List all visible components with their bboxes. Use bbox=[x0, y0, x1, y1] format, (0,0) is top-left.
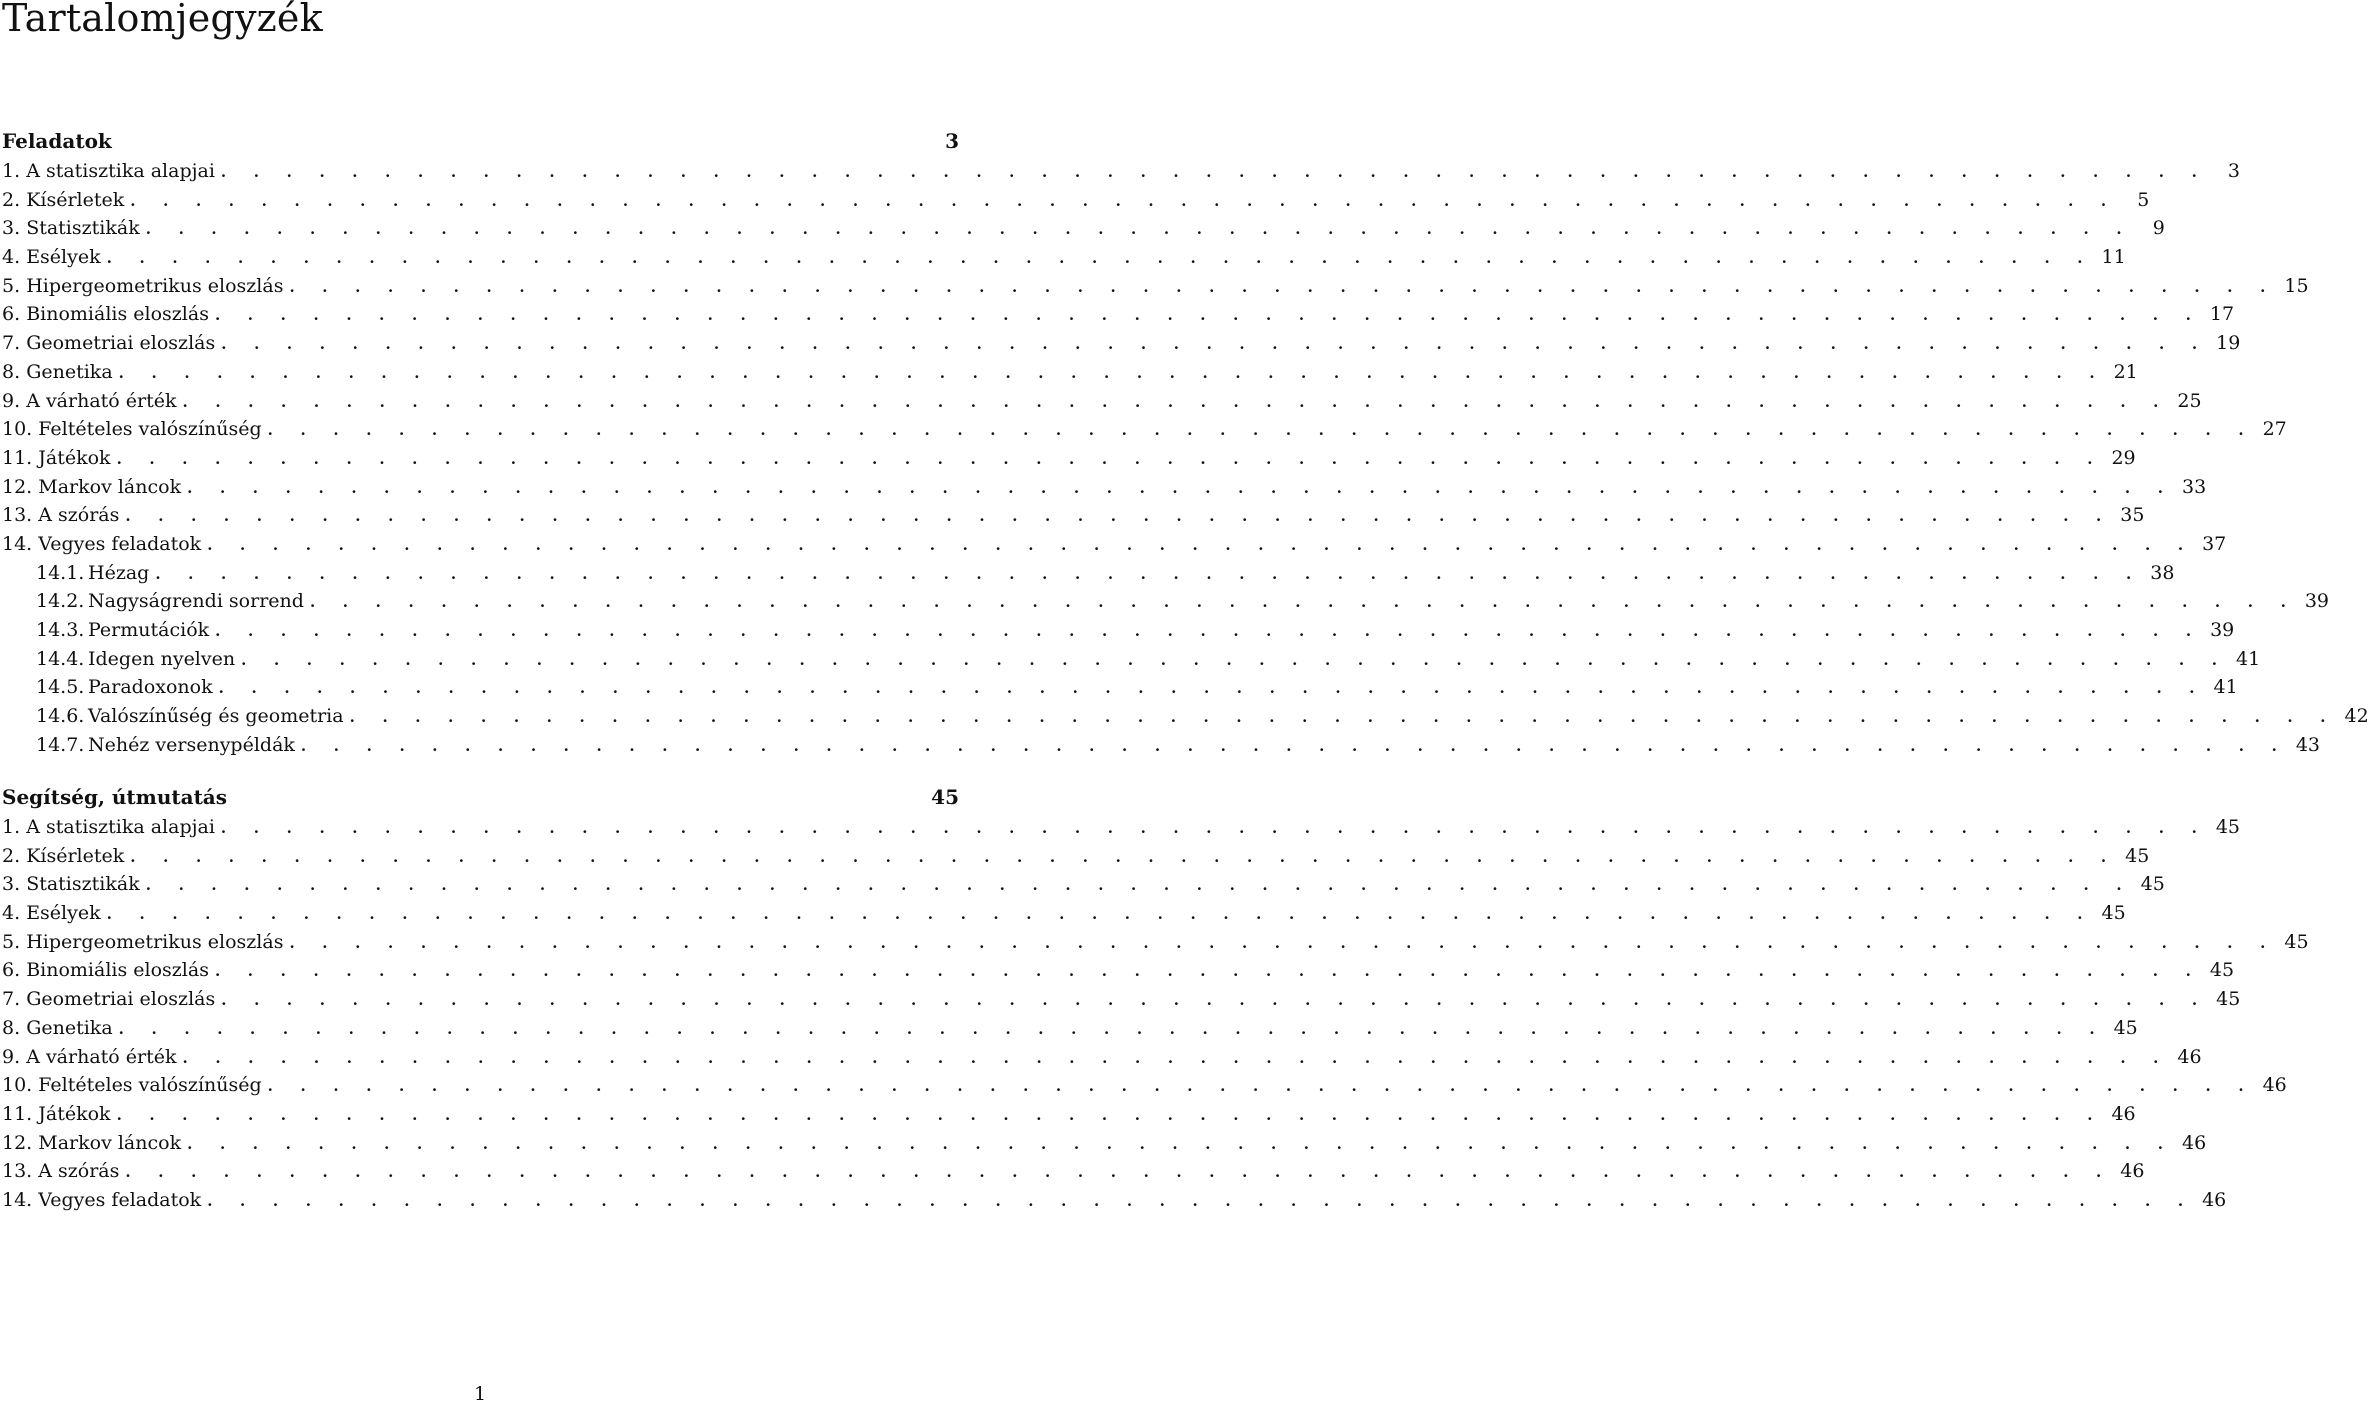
dot-leader: . . . . . . . . . . . . . . . . . . . . . . . . . . . . . . . . . . . . . . . . . . . . . . . . . . . . . . . . . . . . . bbox=[220, 163, 2209, 181]
dot-leader: . . . . . . . . . . . . . . . . . . . . . . . . . . . . . . . . . . . . . . . . . . . . . . . . . . . . . . . . . . . . . bbox=[218, 679, 2206, 698]
dot-leader: . . . . . . . . . . . . . . . . . . . . . . . . . . . . . . . . . . . . . . . . . . . . . . . . . . . . . . . . . . . . . bbox=[130, 191, 2118, 210]
toc-entry[interactable] bbox=[2, 1100, 2136, 1129]
toc-entry[interactable] bbox=[2, 214, 2165, 243]
entry-title: Geometriai eloszlás bbox=[26, 332, 216, 355]
entry-label-group bbox=[2, 870, 146, 899]
dot-leader: . . . . . . . . . . . . . . . . . . . . . . . . . . . . . . . . . . . . . . . . . . . . . . . . . . . . . . . . . . . . . bbox=[267, 421, 2255, 440]
entry-title: A statisztika alapjai bbox=[26, 816, 215, 838]
toc-entry[interactable] bbox=[2, 842, 2150, 871]
entry-page: 21 bbox=[2113, 360, 2138, 383]
dot-leader: . . . . . . . . . . . . . . . . . . . . . . . . . . . . . . . . . . . . . . . . . . . . . . . . . . . . . . . . . . . . . bbox=[207, 1191, 2195, 1210]
entry-number: 5. bbox=[2, 930, 21, 953]
entry-page: 29 bbox=[2111, 446, 2136, 469]
entry-title: Játékok bbox=[38, 446, 111, 469]
entry-page: 45 bbox=[2209, 959, 2235, 982]
entry-label-group bbox=[36, 731, 301, 760]
page-title: Tartalomjegyzék bbox=[2, 0, 323, 40]
entry-title: Markov láncok bbox=[38, 475, 182, 498]
entry-number: 14. bbox=[2, 532, 33, 555]
dot-leader: . . . . . . . . . . . . . . . . . . . . . . . . . . . . . . . . . . . . . . . . . . . . . . . . . . . . . . . . . . . . . bbox=[130, 847, 2118, 866]
entry-page: 9 bbox=[2152, 217, 2165, 240]
entry-number: 10. bbox=[2, 1074, 33, 1097]
entry-label-group bbox=[2, 813, 221, 842]
entry-label-group bbox=[2, 501, 125, 530]
entry-number: 11. bbox=[2, 1102, 33, 1125]
dot-leader: . . . . . . . . . . . . . . . . . . . . . . . . . . . . . . . . . . . . . . . . . . . . . . . . . . . . . . . . . . . . . bbox=[214, 962, 2203, 981]
dot-leader: . . . . . . . . . . . . . . . . . . . . . . . . . . . . . . . . . . . . . . . . . . . . . . . . . . . . . . . . . . . . . bbox=[106, 905, 2094, 924]
dot-leader: . . . . . . . . . . . . . . . . . . . . . . . . . . . . . . . . . . . . . . . . . . . . . . . . . . . . . . . . . . . . . bbox=[145, 220, 2133, 239]
entry-page: 46 bbox=[2182, 1131, 2207, 1154]
entry-page: 46 bbox=[2111, 1102, 2136, 1125]
toc-entry[interactable] bbox=[2, 1157, 2145, 1186]
dot-leader: . . . . . . . . . . . . . . . . . . . . . . . . . . . . . . . . . . . . . . . . . . . . . . . . . . . . . . . . . . . . . bbox=[118, 1019, 2106, 1038]
toc-entry[interactable] bbox=[2, 1043, 2202, 1072]
entry-title: Hipergeometrikus eloszlás bbox=[26, 930, 284, 953]
toc-subentry[interactable] bbox=[2, 559, 2175, 588]
entry-title: Vegyes feladatok bbox=[38, 532, 202, 555]
page-number: 1 bbox=[473, 1383, 487, 1405]
entry-title: A várható érték bbox=[26, 389, 177, 412]
toc-entry[interactable] bbox=[2, 870, 2165, 899]
entry-number: 13. bbox=[2, 1160, 33, 1183]
entry-title: Nagyságrendi sorrend bbox=[88, 590, 304, 613]
toc-section-heading[interactable] bbox=[2, 126, 962, 157]
entry-number: 13. bbox=[2, 504, 33, 527]
toc-entry[interactable] bbox=[2, 985, 2241, 1014]
entry-label-group bbox=[2, 1014, 119, 1043]
entry-title: Statisztikák bbox=[26, 873, 140, 896]
toc-entry[interactable] bbox=[2, 956, 2235, 985]
entry-number: 10. bbox=[2, 418, 33, 441]
entry-label-group bbox=[36, 673, 219, 702]
entry-title: Kísérletek bbox=[26, 188, 125, 211]
entry-label-group bbox=[2, 928, 289, 957]
entry-page: 46 bbox=[2262, 1074, 2287, 1097]
entry-page: 46 bbox=[2120, 1160, 2145, 1183]
entry-number: 14.6. bbox=[36, 705, 85, 728]
entry-label-group bbox=[2, 186, 130, 215]
dot-leader: . . . . . . . . . . . . . . . . . . . . . . . . . . . . . . . . . . . . . . . . . . . . . . . . . . . . . . . . . . . . . bbox=[118, 363, 2106, 382]
dot-leader: . . . . . . . . . . . . . . . . . . . . . . . . . . . . . . . . . . . . . . . . . . . . . . . . . . . . . . . . . . . . . bbox=[106, 249, 2094, 268]
entry-label-group bbox=[2, 899, 107, 928]
entry-page: 46 bbox=[2177, 1045, 2202, 1068]
entry-number: 2. bbox=[2, 188, 21, 211]
entry-page: 37 bbox=[2202, 532, 2227, 555]
entry-page: 45 bbox=[2101, 902, 2126, 925]
entry-number: 5. bbox=[2, 274, 21, 297]
entry-page: 27 bbox=[2262, 418, 2287, 441]
entry-page: 45 bbox=[2113, 1016, 2138, 1039]
entry-number: 2. bbox=[2, 844, 21, 867]
entry-title: Feltételes valószínűség bbox=[38, 418, 262, 441]
section-page: 3 bbox=[945, 129, 959, 153]
entry-number: 4. bbox=[2, 246, 21, 269]
entry-page: 33 bbox=[2182, 475, 2207, 498]
entry-label-group bbox=[2, 387, 183, 416]
dot-leader: . . . . . . . . . . . . . . . . . . . . . . . . . . . . . . . . . . . . . . . . . . . . . . . . . . . . . . . . . . . . . bbox=[182, 392, 2170, 411]
entry-page: 45 bbox=[2125, 844, 2150, 867]
toc-entry[interactable] bbox=[2, 415, 2287, 444]
entry-title: Binomiális eloszlás bbox=[26, 959, 209, 982]
entry-label-group bbox=[36, 559, 155, 588]
dot-leader: . . . . . . . . . . . . . . . . . . . . . . . . . . . . . . . . . . . . . . . . . . . . . . . . . . . . . . . . . . . . . bbox=[300, 736, 2289, 755]
dot-leader: . . . . . . . . . . . . . . . . . . . . . . . . . . . . . . . . . . . . . . . . . . . . . . . . . . . . . . . . . . . . . bbox=[309, 593, 2298, 612]
entry-title: Esélyek bbox=[26, 902, 101, 925]
entry-title: Genetika bbox=[26, 1016, 113, 1039]
entry-number: 12. bbox=[2, 1131, 33, 1154]
entry-number: 3. bbox=[2, 873, 21, 896]
toc-entry-list bbox=[2, 157, 2369, 759]
entry-label-group bbox=[2, 358, 119, 387]
entry-number: 7. bbox=[2, 332, 21, 355]
dot-leader: . . . . . . . . . . . . . . . . . . . . . . . . . . . . . . . . . . . . . . . . . . . . . . . . . . . . . . . . . . . . . bbox=[116, 1105, 2104, 1124]
section-title: Segítség, útmutatás bbox=[2, 785, 228, 809]
toc-entry[interactable] bbox=[2, 1186, 2227, 1215]
toc-entry[interactable] bbox=[2, 444, 2136, 473]
entry-number: 8. bbox=[2, 360, 21, 383]
toc-section-feladatok bbox=[2, 126, 2369, 759]
toc-subentry[interactable] bbox=[2, 702, 2369, 731]
toc-entry-list bbox=[2, 813, 2309, 1215]
dot-leader: . . . . . . . . . . . . . . . . . . . . . . . . . . . . . . . . . . . . . . . . . . . . . . . . . . . . . . . . . . . . . bbox=[187, 478, 2175, 497]
toc-entry[interactable] bbox=[2, 501, 2145, 530]
dot-leader: . . . . . . . . . . . . . . . . . . . . . . . . . . . . . . . . . . . . . . . . . . . . . . . . . . . . . . . . . . . . . bbox=[207, 535, 2195, 554]
entry-page: 5 bbox=[2137, 188, 2150, 211]
toc-entry[interactable] bbox=[2, 1129, 2207, 1158]
dot-leader: . . . . . . . . . . . . . . . . . . . . . . . . . . . . . . . . . . . . . . . . . . . . . . . . . . . . . . . . . . . . . bbox=[116, 449, 2104, 468]
toc-subentry[interactable] bbox=[2, 616, 2235, 645]
entry-number: 7. bbox=[2, 988, 21, 1011]
entry-title: A szórás bbox=[38, 504, 120, 527]
entry-number: 14. bbox=[2, 1188, 33, 1211]
toc-subentry[interactable] bbox=[2, 731, 2321, 760]
toc-entry[interactable] bbox=[2, 243, 2126, 272]
toc-entry[interactable] bbox=[2, 1071, 2287, 1100]
entry-page: 43 bbox=[2295, 733, 2321, 756]
entry-title: Játékok bbox=[38, 1102, 111, 1125]
entry-label-group bbox=[2, 329, 221, 358]
toc-entry[interactable] bbox=[2, 928, 2309, 957]
entry-number: 3. bbox=[2, 217, 21, 240]
entry-title: Hipergeometrikus eloszlás bbox=[26, 274, 284, 297]
entry-title: Feltételes valószínűség bbox=[38, 1074, 262, 1097]
entry-label-group bbox=[2, 530, 207, 559]
entry-label-group bbox=[2, 842, 130, 871]
dot-leader: . . . . . . . . . . . . . . . . . . . . . . . . . . . . . . . . . . . . . . . . . . . . . . . . . . . . . . . . . . . . . bbox=[267, 1077, 2255, 1096]
entry-page: 45 bbox=[2284, 930, 2309, 953]
entry-page: 25 bbox=[2177, 389, 2202, 412]
entry-page: 15 bbox=[2284, 274, 2309, 297]
entry-label-group bbox=[36, 616, 215, 645]
entry-number: 12. bbox=[2, 475, 33, 498]
entry-number: 14.3. bbox=[36, 619, 85, 641]
toc-subentry[interactable] bbox=[2, 645, 2261, 674]
entry-title: Paradoxonok bbox=[88, 676, 213, 699]
entry-title: Valószínűség és geometria bbox=[88, 705, 344, 728]
entry-title: Idegen nyelven bbox=[88, 647, 236, 670]
entry-label-group bbox=[36, 645, 241, 674]
entry-number: 14.2. bbox=[36, 590, 85, 613]
entry-number: 8. bbox=[2, 1016, 21, 1039]
entry-title: Permutációk bbox=[88, 619, 210, 641]
dot-leader: . . . . . . . . . . . . . . . . . . . . . . . . . . . . . . . . . . . . . . . . . . . . . . . . . . . . . . . . . . . . . bbox=[241, 650, 2229, 669]
toc-entry[interactable] bbox=[2, 358, 2138, 387]
entry-label-group bbox=[2, 444, 117, 473]
entry-label-group bbox=[2, 415, 268, 444]
toc-subentry[interactable] bbox=[2, 673, 2238, 702]
dot-leader: . . . . . . . . . . . . . . . . . . . . . . . . . . . . . . . . . . . . . . . . . . . . . . . . . . . . . . . . . . . . . bbox=[125, 507, 2113, 526]
entry-label-group bbox=[2, 1043, 183, 1072]
toc-entry[interactable] bbox=[2, 813, 2241, 842]
toc-entry[interactable] bbox=[2, 1014, 2138, 1043]
entry-page: 42 bbox=[2344, 705, 2369, 728]
toc-entry[interactable] bbox=[2, 272, 2309, 301]
entry-page: 11 bbox=[2101, 246, 2126, 269]
dot-leader: . . . . . . . . . . . . . . . . . . . . . . . . . . . . . . . . . . . . . . . . . . . . . . . . . . . . . . . . . . . . . bbox=[221, 335, 2209, 354]
entry-label-group bbox=[2, 1129, 187, 1158]
dot-leader: . . . . . . . . . . . . . . . . . . . . . . . . . . . . . . . . . . . . . . . . . . . . . . . . . . . . . . . . . . . . . bbox=[221, 991, 2209, 1010]
entry-label-group bbox=[2, 272, 289, 301]
entry-number: 14.7. bbox=[36, 733, 85, 756]
toc-subentry[interactable] bbox=[2, 587, 2330, 616]
entry-label-group bbox=[2, 985, 221, 1014]
dot-leader: . . . . . . . . . . . . . . . . . . . . . . . . . . . . . . . . . . . . . . . . . . . . . . . . . . . . . . . . . . . . . bbox=[215, 622, 2203, 640]
entry-page: 3 bbox=[2227, 160, 2241, 182]
dot-leader: . . . . . . . . . . . . . . . . . . . . . . . . . . . . . . . . . . . . . . . . . . . . . . . . . . . . . . . . . . . . . bbox=[125, 1163, 2113, 1182]
entry-page: 19 bbox=[2216, 332, 2241, 355]
entry-number: 9. bbox=[2, 1045, 21, 1068]
entry-label-group bbox=[2, 1100, 117, 1129]
entry-title: A szórás bbox=[38, 1160, 120, 1183]
entry-page: 41 bbox=[2213, 676, 2238, 699]
entry-label-group bbox=[2, 214, 146, 243]
entry-number: 1. bbox=[2, 816, 21, 838]
toc-entry[interactable] bbox=[2, 329, 2241, 358]
entry-label-group bbox=[2, 1186, 207, 1215]
entry-label-group bbox=[36, 587, 310, 616]
dot-leader: . . . . . . . . . . . . . . . . . . . . . . . . . . . . . . . . . . . . . . . . . . . . . . . . . . . . . . . . . . . . . bbox=[214, 306, 2203, 325]
entry-page: 45 bbox=[2140, 873, 2165, 896]
entry-page: 45 bbox=[2215, 816, 2241, 838]
entry-page: 41 bbox=[2236, 647, 2261, 670]
entry-number: 9. bbox=[2, 389, 21, 412]
dot-leader: . . . . . . . . . . . . . . . . . . . . . . . . . . . . . . . . . . . . . . . . . . . . . . . . . . . . . . . . . . . . . bbox=[220, 819, 2209, 837]
toc-section-heading[interactable] bbox=[2, 782, 962, 813]
toc-entry[interactable] bbox=[2, 530, 2227, 559]
entry-page: 17 bbox=[2209, 303, 2235, 326]
entry-title: A várható érték bbox=[26, 1045, 177, 1068]
entry-label-group bbox=[2, 243, 107, 272]
entry-number: 14.1. bbox=[36, 561, 85, 584]
entry-number: 14.4. bbox=[36, 647, 85, 670]
entry-title: Kísérletek bbox=[26, 844, 125, 867]
toc-entry[interactable] bbox=[2, 473, 2207, 502]
entry-title: A statisztika alapjai bbox=[26, 160, 215, 182]
entry-label-group bbox=[2, 1157, 125, 1186]
dot-leader: . . . . . . . . . . . . . . . . . . . . . . . . . . . . . . . . . . . . . . . . . . . . . . . . . . . . . . . . . . . . . bbox=[289, 933, 2277, 952]
entry-number: 6. bbox=[2, 303, 21, 326]
dot-leader: . . . . . . . . . . . . . . . . . . . . . . . . . . . . . . . . . . . . . . . . . . . . . . . . . . . . . . . . . . . . . bbox=[289, 277, 2277, 296]
entry-page: 39 bbox=[2304, 590, 2330, 613]
entry-title: Geometriai eloszlás bbox=[26, 988, 216, 1011]
toc-entry[interactable] bbox=[2, 387, 2202, 416]
dot-leader: . . . . . . . . . . . . . . . . . . . . . . . . . . . . . . . . . . . . . . . . . . . . . . . . . . . . . . . . . . . . . bbox=[187, 1134, 2175, 1153]
entry-label-group bbox=[2, 956, 215, 985]
dot-leader: . . . . . . . . . . . . . . . . . . . . . . . . . . . . . . . . . . . . . . . . . . . . . . . . . . . . . . . . . . . . . bbox=[182, 1048, 2170, 1067]
entry-number: 4. bbox=[2, 902, 21, 925]
entry-page: 39 bbox=[2210, 619, 2235, 641]
entry-page: 38 bbox=[2150, 561, 2175, 584]
entry-number: 6. bbox=[2, 959, 21, 982]
entry-title: Markov láncok bbox=[38, 1131, 182, 1154]
entry-label-group bbox=[2, 1071, 268, 1100]
entry-title: Nehéz versenypéldák bbox=[88, 733, 295, 756]
entry-page: 45 bbox=[2216, 988, 2241, 1011]
entry-label-group bbox=[2, 300, 215, 329]
toc-entry[interactable] bbox=[2, 157, 2241, 186]
dot-leader: . . . . . . . . . . . . . . . . . . . . . . . . . . . . . . . . . . . . . . . . . . . . . . . . . . . . . . . . . . . . . bbox=[155, 564, 2143, 583]
entry-page: 46 bbox=[2202, 1188, 2227, 1211]
entry-number: 14.5. bbox=[36, 676, 85, 699]
entry-number: 11. bbox=[2, 446, 33, 469]
entry-title: Esélyek bbox=[26, 246, 101, 269]
toc-entry[interactable] bbox=[2, 300, 2235, 329]
entry-title: Genetika bbox=[26, 360, 113, 383]
entry-title: Vegyes feladatok bbox=[38, 1188, 202, 1211]
entry-label-group bbox=[36, 702, 350, 731]
entry-label-group bbox=[2, 157, 221, 186]
toc-section-segitseg bbox=[2, 782, 2309, 1215]
toc-entry[interactable] bbox=[2, 899, 2126, 928]
entry-title: Statisztikák bbox=[26, 217, 140, 240]
section-title: Feladatok bbox=[2, 129, 112, 153]
section-page: 45 bbox=[931, 785, 959, 809]
entry-number: 1. bbox=[2, 160, 21, 182]
entry-label-group bbox=[2, 473, 187, 502]
dot-leader: . . . . . . . . . . . . . . . . . . . . . . . . . . . . . . . . . . . . . . . . . . . . . . . . . . . . . . . . . . . . . bbox=[349, 708, 2337, 727]
toc-entry[interactable] bbox=[2, 186, 2150, 215]
entry-title: Binomiális eloszlás bbox=[26, 303, 209, 326]
entry-page: 35 bbox=[2120, 504, 2145, 527]
dot-leader: . . . . . . . . . . . . . . . . . . . . . . . . . . . . . . . . . . . . . . . . . . . . . . . . . . . . . . . . . . . . . bbox=[145, 876, 2133, 895]
entry-title: Hézag bbox=[88, 561, 150, 584]
